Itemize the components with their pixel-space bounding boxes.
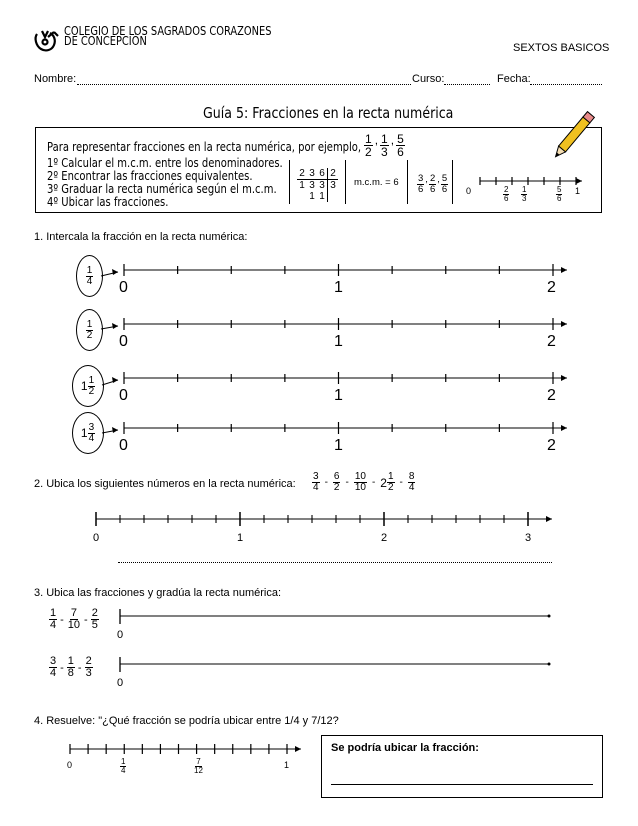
mixed-whole: 1 (80, 426, 88, 440)
division-cell: 3 (309, 180, 315, 191)
fraction-denominator: 4 (408, 482, 415, 493)
fraction-numerator: 1 (86, 318, 93, 330)
fraction-denominator: 6 (429, 183, 436, 195)
intro-step-2: 2º Encontrar las fracciones equivalentes. (47, 168, 253, 183)
division-cell: 3 (309, 168, 315, 179)
q1-line1-label-0: 0 (119, 279, 128, 296)
fecha-label: Fecha: (497, 73, 531, 85)
fraction-denominator: 3 (85, 667, 92, 679)
q3-set-1: $\frac{1}{4}$ - $\frac{7}{10}$ - $\frac{2}{5}$ (50, 607, 98, 631)
fraction-denominator: 4 (50, 667, 57, 679)
q4-label-b (193, 758, 204, 775)
fraction-numerator: 2 (85, 655, 92, 667)
q3-prompt: 3. Ubica las fracciones y gradúa la recta numérica: (34, 587, 282, 599)
fraction-numerator: 1 (381, 132, 388, 146)
q1-line1-label-2: 2 (547, 279, 556, 296)
q2-prompt: 2. Ubica los siguientes números en la recta numérica: (34, 478, 296, 490)
q3-line-1-zero: 0 (117, 629, 124, 641)
fraction-numerator: 1 (365, 132, 372, 146)
mixed-whole: 1 (80, 379, 88, 393)
fraction-numerator: 3 (313, 471, 319, 482)
q1-line3-label-0: 0 (119, 387, 128, 404)
separator: - (324, 477, 328, 488)
mcm-result: m.c.m. = 6 (354, 177, 399, 188)
fraction-denominator: 5 (91, 619, 98, 631)
fraction-numerator: 3 (50, 655, 57, 667)
fraction-denominator: 2 (86, 329, 93, 341)
fraction-numerator: 1 (88, 374, 95, 386)
fraction-numerator: 8 (408, 471, 415, 482)
fraction-denominator: 3 (522, 194, 527, 203)
fraction-numerator: 1 (387, 471, 394, 482)
division-cell: 3 (319, 180, 325, 191)
fraction-denominator: 6 (557, 194, 562, 203)
q4-label-a (120, 758, 126, 775)
fraction-denominator: 2 (88, 385, 95, 397)
fraction-numerator: 1 (67, 655, 74, 667)
school-name-line2: DE CONCEPCIÓN (64, 34, 147, 48)
fraction-numerator: 1 (121, 757, 126, 766)
mixed-whole: 2 (380, 475, 387, 490)
q4-line-arrow (295, 746, 301, 752)
q1-line2-label-0: 0 (119, 333, 128, 350)
fraction-numerator: 1 (50, 607, 57, 619)
fraction-numerator: 7 (70, 607, 77, 619)
fraction-denominator: 2 (365, 145, 372, 159)
curso-label: Curso: (412, 73, 445, 85)
division-cell: 2 (327, 168, 338, 179)
page-title: Guía 5: Fracciones en la recta numérica (203, 104, 454, 122)
fraction-denominator: 4 (88, 432, 95, 444)
level-label: SEXTOS BASICOS (513, 42, 610, 54)
q1-line3-label-2: 2 (547, 387, 556, 404)
separator: - (399, 477, 403, 488)
fraction-numerator: 3 (418, 173, 424, 184)
fraction-denominator: 10 (67, 619, 81, 631)
division-cell: 6 (319, 168, 325, 179)
q4-label-zero: 0 (67, 760, 73, 770)
fraction-denominator: 10 (354, 482, 366, 493)
intro-line-one: 1 (575, 186, 581, 196)
fraction-numerator: 10 (354, 471, 366, 482)
q2-label-2: 2 (381, 532, 388, 544)
division-cell: 1 (319, 191, 325, 202)
fraction-denominator: 4 (50, 619, 57, 631)
fraction-numerator: 5 (557, 185, 562, 194)
division-cell: 2 (299, 168, 305, 179)
fraction-denominator: 4 (313, 482, 319, 493)
fraction-numerator: 5 (441, 173, 448, 184)
intro-lead: Para representar fracciones en la recta numérica, por ejemplo, (47, 139, 362, 154)
fraction-numerator: 5 (397, 132, 404, 146)
division-cell: 1 (299, 180, 305, 191)
q2-label-3: 3 (525, 532, 532, 544)
q1-line3-label-1: 1 (334, 387, 343, 404)
q1-line4-label-1: 1 (334, 437, 343, 454)
division-cell: 1 (309, 191, 315, 202)
fraction-denominator: 6 (504, 194, 509, 203)
fraction-numerator: 3 (88, 421, 95, 433)
intro-step-4: 4º Ubicar las fracciones. (47, 194, 169, 209)
fraction-denominator: 6 (397, 145, 404, 159)
q4-answer-label: Se podría ubicar la fracción: (331, 742, 479, 754)
fraction-numerator: 1 (86, 264, 93, 276)
q1-line4-label-2: 2 (547, 437, 556, 454)
q3-line-2-zero: 0 (117, 677, 124, 689)
fraction-denominator: 8 (67, 667, 74, 679)
fraction-denominator: 4 (86, 275, 93, 287)
intro-step-1: 1º Calcular el m.c.m. entre los denominadores. (47, 155, 283, 170)
fraction-numerator: 1 (522, 185, 527, 194)
fraction-denominator: 2 (333, 482, 340, 493)
q1-line4-label-0: 0 (119, 437, 128, 454)
q1-line1-label-1: 1 (334, 279, 343, 296)
intro-line-zero: 0 (466, 186, 472, 196)
fraction-numerator: 2 (504, 185, 509, 194)
fraction-denominator: 3 (381, 145, 388, 159)
q1-line2-label-1: 1 (334, 333, 343, 350)
fraction-denominator: 12 (194, 766, 203, 775)
q3-set-2: $\frac{3}{4}$ - $\frac{1}{8}$ - $\frac{2}{3}$ (50, 655, 92, 679)
fraction-denominator: 6 (441, 183, 448, 195)
separator: - (371, 477, 376, 488)
fraction-numerator: 7 (196, 757, 201, 766)
q1-line2-label-2: 2 (547, 333, 556, 350)
q2-label-0: 0 (93, 532, 100, 544)
division-cell: 3 (327, 180, 338, 191)
separator: - (345, 477, 349, 488)
q1-prompt: 1. Intercala la fracción en la recta numérica: (34, 231, 248, 243)
fraction-denominator: 6 (418, 183, 424, 195)
nombre-label: Nombre: (34, 73, 77, 85)
fraction-numerator: 2 (91, 607, 98, 619)
fraction-denominator: 2 (387, 482, 394, 493)
fraction-numerator: 2 (429, 173, 436, 184)
school-name-line1: COLEGIO DE LOS SAGRADOS CORAZONES (64, 24, 272, 38)
intro-example-fractions: $\frac{1}{2}$ , $\frac{1}{3}$ , $\frac{5}{6}$ (365, 132, 404, 159)
q4-prompt: 4. Resuelve: "¿Qué fracción se podría ubicar entre 1/4 y 7/12? (34, 715, 339, 727)
fraction-numerator: 6 (333, 471, 340, 482)
equivalent-fractions: $\frac{3}{6}$ , $\frac{2}{6}$ , $\frac{5}{6}$ (418, 173, 448, 195)
q4-label-one: 1 (284, 760, 290, 770)
q2-label-1: 1 (237, 532, 244, 544)
q4-answer-field[interactable] (331, 784, 593, 785)
fraction-denominator: 4 (121, 766, 126, 775)
intro-step-3: 3º Graduar la recta numérica según el m.c.m. (47, 181, 277, 196)
